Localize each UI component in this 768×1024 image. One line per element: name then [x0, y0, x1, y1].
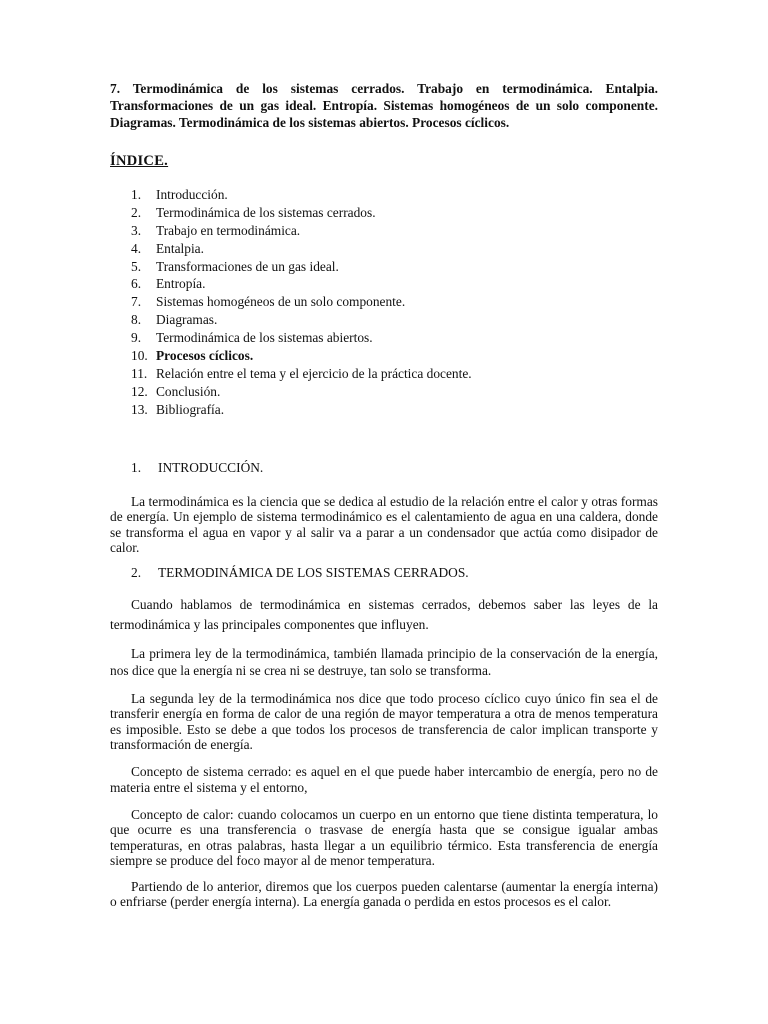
toc-item: 9. Termodinámica de los sistemas abiertos.: [131, 330, 373, 346]
index-title: ÍNDICE.: [110, 153, 169, 169]
document-heading: 7. Termodinámica de los sistemas cerrados. Trabajo en termodinámica. Entalpia. Transformaciones de un gas ideal. Entropía. Sistemas homogéneos de un solo componente. Diagramas. Termodinámica de los sistemas abiertos. Procesos cíclicos.: [110, 81, 658, 130]
toc-item: 12. Conclusión.: [131, 383, 221, 399]
section-heading-introduccion: 1. INTRODUCCIÓN.: [131, 459, 264, 475]
toc-item: 1. Introducción.: [131, 187, 228, 202]
toc-item: 7. Sistemas homogéneos de un solo componente.: [131, 294, 406, 310]
paragraph: Cuando hablamos de termodinámica en sistemas cerrados, debemos saber las leyes de la termodinámica y las principales componentes que influyen.: [110, 596, 658, 632]
paragraph: La segunda ley de la termodinámica nos dice que todo proceso cíclico cuyo único fin sea el de transferir energía en forma de calor de una región de mayor temperatura a otra de menos temperatura es imposible. Esto se debe a que todos los procesos de transferencia de calor implican transporte y transformación de energía.: [110, 690, 658, 753]
toc-item: 6. Entropía.: [131, 276, 206, 292]
table-of-contents: [110, 186, 658, 419]
toc-item: 3. Trabajo en termodinámica.: [131, 222, 301, 238]
toc-item: 11. Relación entre el tema y el ejercicio de la práctica docente.: [131, 365, 472, 381]
paragraph: Concepto de calor: cuando colocamos un cuerpo en un entorno que tiene distinta temperatura, lo que ocurre es una transferencia o trasvase de energía hasta que se consigue igualar ambas temperaturas, en otras palabras, hasta llegar a un equilibrio térmico. Esta transferencia de energía siempre se produce del foco mayor al de menor temperatura.: [110, 806, 658, 869]
document-page: [110, 80, 658, 910]
paragraph: Concepto de sistema cerrado: es aquel en el que puede haber intercambio de energía, pero no de materia entre el sistema y el entorno,: [110, 763, 658, 796]
toc-item: 8. Diagramas.: [131, 312, 218, 328]
paragraph: La primera ley de la termodinámica, también llamada principio de la conservación de la energía, nos dice que la energía ni se crea ni se destruye, tan solo se transforma.: [110, 645, 658, 678]
toc-item: 13. Bibliografía.: [131, 401, 225, 417]
toc-item: 5. Transformaciones de un gas ideal.: [131, 258, 339, 274]
toc-item: 2. Termodinámica de los sistemas cerrados.: [131, 204, 376, 220]
toc-item-current: 10. Procesos cíclicos.: [131, 348, 254, 364]
paragraph: La termodinámica es la ciencia que se dedica al estudio de la relación entre el calor y otras formas de energía. Un ejemplo de sistema termodinámico es el calentamiento de agua en una caldera, donde se transforma el agua en vapor y al salir va a parar a un condensador que actúa como disipador de calor.: [110, 493, 658, 556]
section-heading-sistemas-cerrados: 2. TERMODINÁMICA DE LOS SISTEMAS CERRADOS.: [131, 564, 469, 580]
toc-item: 4. Entalpia.: [131, 240, 204, 256]
paragraph: Partiendo de lo anterior, diremos que los cuerpos pueden calentarse (aumentar la energía interna) o enfriarse (perder energía interna). La energía ganada o perdida en estos procesos es el calor.: [110, 878, 658, 910]
